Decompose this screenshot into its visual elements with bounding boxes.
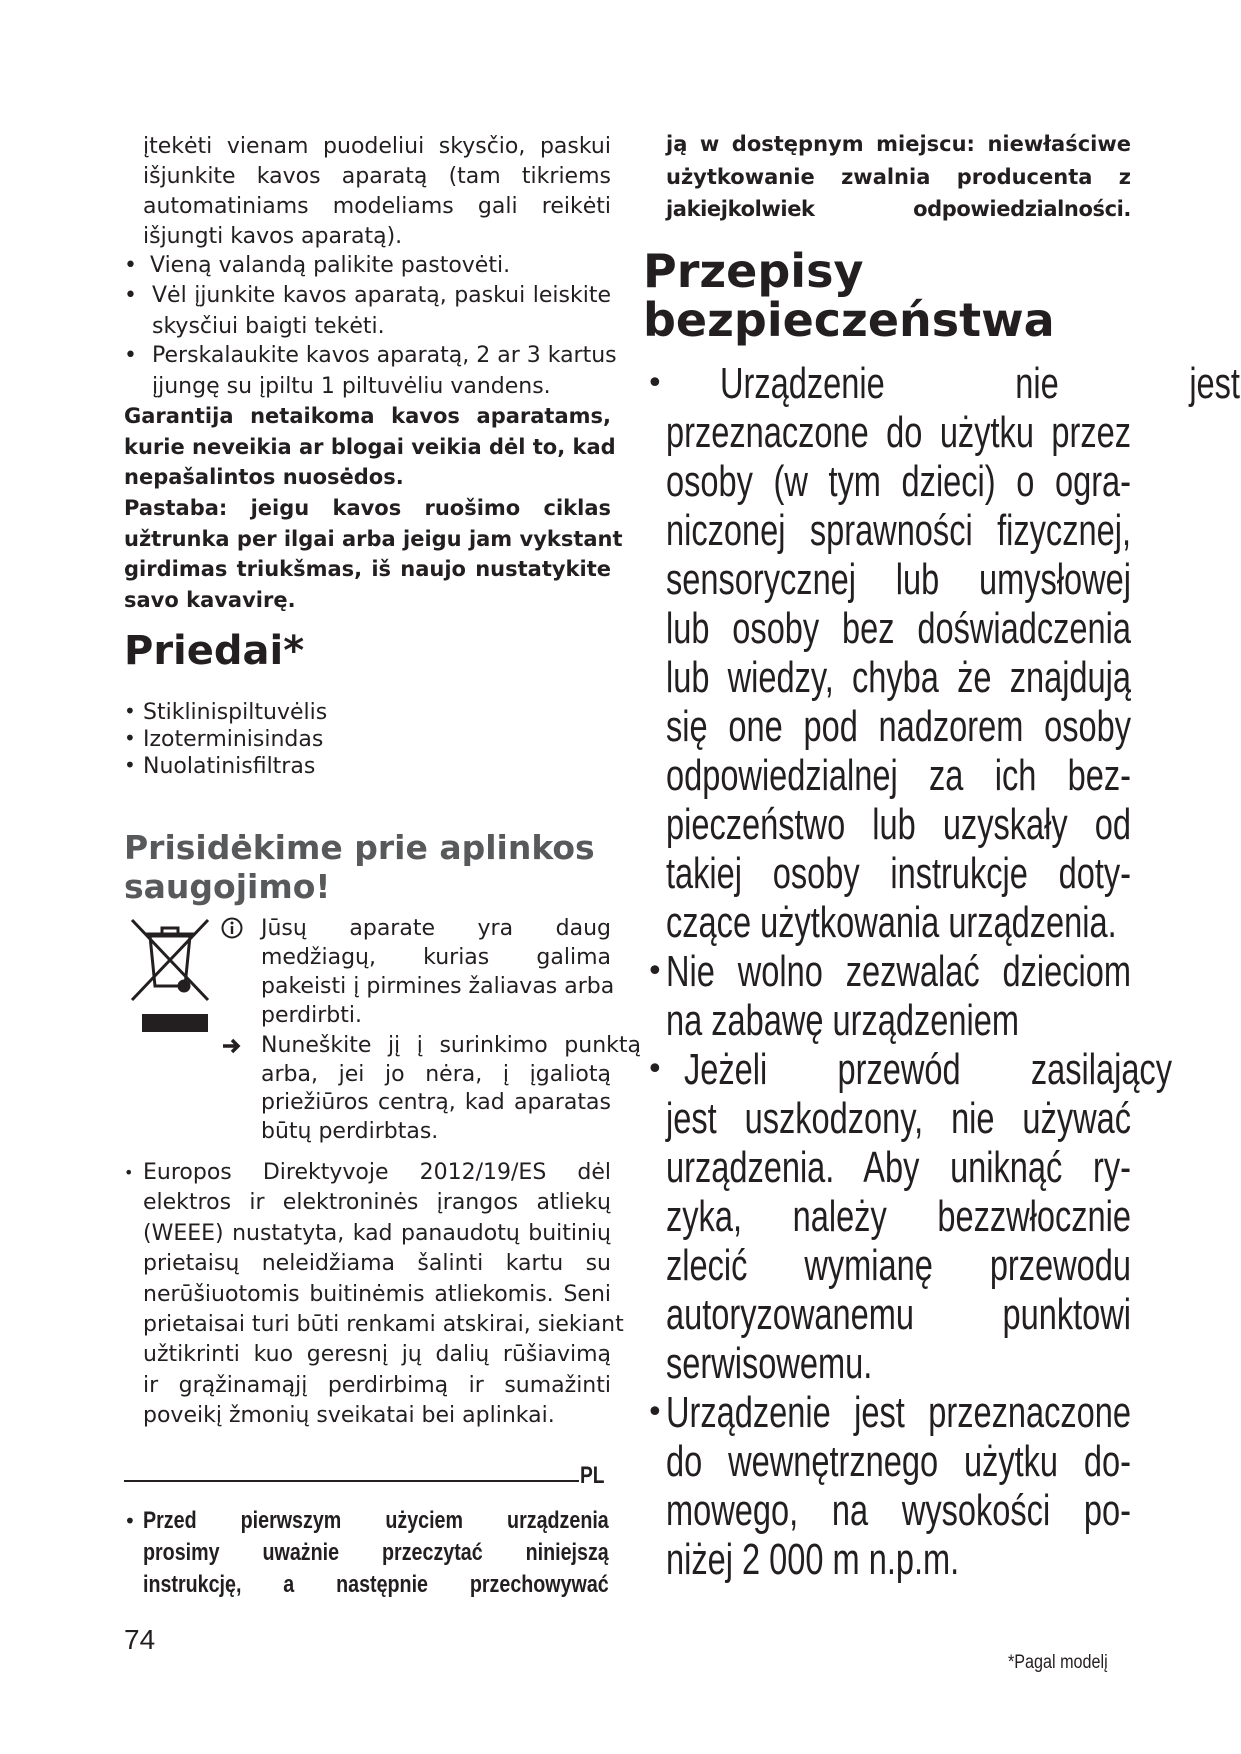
note-line: savo kavavirę. [124,587,296,612]
safety-rule-line: osoby (w tym dzieci) o ogra- [666,457,1131,506]
safety-heading-line-2: bezpieczeństwa [643,293,1055,347]
info-line: medžiagų, kurias galima [261,945,611,970]
accessory-bullet-icon: • [124,725,136,750]
intro-line: išjunkite kavos aparatą (tam tikriems [143,164,611,189]
directive-line: ir grąžinamąjį perdirbimą ir sumažinti [143,1372,611,1398]
directive-bullet-icon: • [124,1163,134,1182]
safety-rule-line: przeznaczone do użytku przez [666,408,1131,457]
safety-rule-line: Nie wolno zezwalać dzieciom [666,947,1131,996]
safety-rule-line: lub wiedzy, chyba że znajdują [666,653,1131,702]
directive-line: prietaisų neleidžiama šalinti kartu su [143,1251,611,1277]
environment-heading-line-1: Prisidėkime prie aplinkos [124,828,595,867]
accessory-item: Stiklinispiltuvėlis [143,699,328,725]
accessories-heading: Priedai* [124,628,305,674]
safety-rule-line: zyka, należy bezzwłocznie [666,1192,1131,1241]
rule-bullet-icon: • [646,954,664,989]
rule-bullet-icon: • [646,1052,664,1087]
accessory-bullet-icon: • [124,698,136,723]
safety-rule-line: się one pod nadzorem osoby [666,702,1131,751]
safety-rule-line: lub osoby bez doświadczenia [666,604,1131,653]
safety-rule-line: na zabawę urządzeniem [666,996,1019,1045]
info-icon [221,917,243,939]
safety-rule-line: Urządzenie jest przeznaczone [666,1388,1131,1437]
language-label: PL [580,1462,605,1489]
intro-line: įtekėti vienam puodeliui skysčio, paskui [143,134,611,159]
environment-heading-line-2: saugojimo! [124,867,331,906]
safety-rule-line: urządzenia. Aby uniknąć ry- [666,1143,1131,1192]
directive-line: Europos Direktyvoje 2012/19/ES dėl [143,1160,611,1185]
step-bullet-icon: • [124,283,137,308]
step-line: Vieną valandą palikite pastovėti. [150,253,511,278]
safety-rule-line: odpowiedzialnej za ich bez- [666,751,1131,800]
directive-line: nerūšiuotomis buitinėmis atliekomis. Seni [143,1281,611,1307]
step-line: Vėl įjunkite kavos aparatą, paskui leiskite [152,283,611,308]
right-intro-line: jakiejkolwiek odpowiedzialności. [666,197,1131,221]
action-line: priežiūros centrą, kad aparatas [261,1090,611,1115]
directive-line: prietaisai turi būti renkami atskirai, siekiant [143,1312,624,1337]
step-line: skysčiui baigti tekėti. [152,313,385,339]
note-line: užtrunka per ilgai arba jeigu jam vykstant [124,526,623,551]
warranty-line: Garantija netaikoma kavos aparatams, [124,404,611,428]
step-line: Perskalaukite kavos aparatą, 2 ar 3 kartus [152,343,617,368]
warranty-line: kurie neveikia ar blogai veikia dėl to, kad [124,434,616,459]
safety-rule-line: niżej 2 000 m n.p.m. [666,1535,960,1584]
footnote: *Pagal modelį [1008,1652,1108,1673]
info-line: pakeisti į pirmines žaliavas arba [261,974,615,999]
warranty-line: nepašalintos nuosėdos. [124,465,404,489]
safety-rule-line: do wewnętrznego użytku do- [666,1437,1131,1486]
page-number: 74 [124,1624,156,1655]
info-line: perdirbti. [261,1003,362,1028]
note-line: Pastaba: jeigu kavos ruošimo ciklas [124,496,611,520]
rule-bullet-icon: • [646,1395,664,1430]
directive-line: elektros ir elektroninės įrangos atliekų [143,1190,611,1216]
action-line: arba, jei jo nėra, į įgaliotą [261,1061,611,1087]
intro-line: automatiniams modeliams gali reikėti [143,194,611,219]
safety-heading-line-1: Przepisy [643,244,864,298]
directive-line: užtikrinti kuo geresnį jų dalių rūšiavimą [143,1342,611,1368]
pl-bullet-icon: • [124,1509,136,1533]
safety-rule-line: Urządzenie nie jest [720,359,1240,408]
safety-rule-line: niczonej sprawności fizycznej, [666,506,1131,555]
step-line: įjungę su įpiltu 1 piltuvėliu vandens. [152,373,551,399]
arrow-right-icon [221,1036,243,1056]
action-line: būtų perdirbtas. [261,1118,439,1144]
weee-crossed-bin-icon [128,916,212,1034]
info-line: Jūsų aparate yra daug [261,916,611,941]
safety-rule-line: mowego, na wysokości po- [666,1486,1131,1535]
accessory-item: Nuolatinisfiltras [143,753,316,779]
pl-intro-line: prosimy uważnie przeczytać niniejszą [143,1539,609,1566]
safety-rule-line: autoryzowanemu punktowi [666,1290,1131,1339]
action-line: Nuneškite jį į surinkimo punktą [261,1033,641,1058]
intro-line: išjungti kavos aparatą). [143,224,403,249]
safety-rule-line: czące użytkowania urządzenia. [666,898,1117,947]
directive-line: poveikį žmonių sveikatai bei aplinkai. [143,1403,555,1429]
safety-rule-line: Jeżeli przewód zasilający [684,1045,1172,1094]
directive-line: (WEEE) nustatyta, kad panaudotų buitinių [143,1220,611,1246]
step-bullet-icon: • [124,343,137,368]
pl-intro-line: instrukcję, a następnie przechowywać [143,1571,609,1598]
safety-rule-line: zlecić wymianę przewodu [666,1241,1131,1290]
right-intro-line: ją w dostępnym miejscu: niewłaściwe [666,132,1131,156]
accessory-bullet-icon: • [124,752,136,777]
pl-intro-line: Przed pierwszym użyciem urządzenia [143,1507,609,1534]
safety-rule-line: pieczeństwo lub uzyskały od [666,800,1131,849]
safety-rule-line: jest uszkodzony, nie używać [666,1094,1131,1143]
step-bullet-icon: • [124,253,137,278]
note-line: girdimas triukšmas, iš naujo nustatykite [124,557,611,581]
safety-rule-line: takiej osoby instrukcje doty- [666,849,1131,898]
rule-bullet-icon: • [646,366,664,401]
safety-rule-line: serwisowemu. [666,1339,873,1388]
accessory-item: Izoterminisindas [143,726,324,752]
section-divider [124,1480,579,1482]
safety-rule-line: sensorycznej lub umysłowej [666,555,1131,604]
right-intro-line: użytkowanie zwalnia producenta z [666,164,1131,189]
